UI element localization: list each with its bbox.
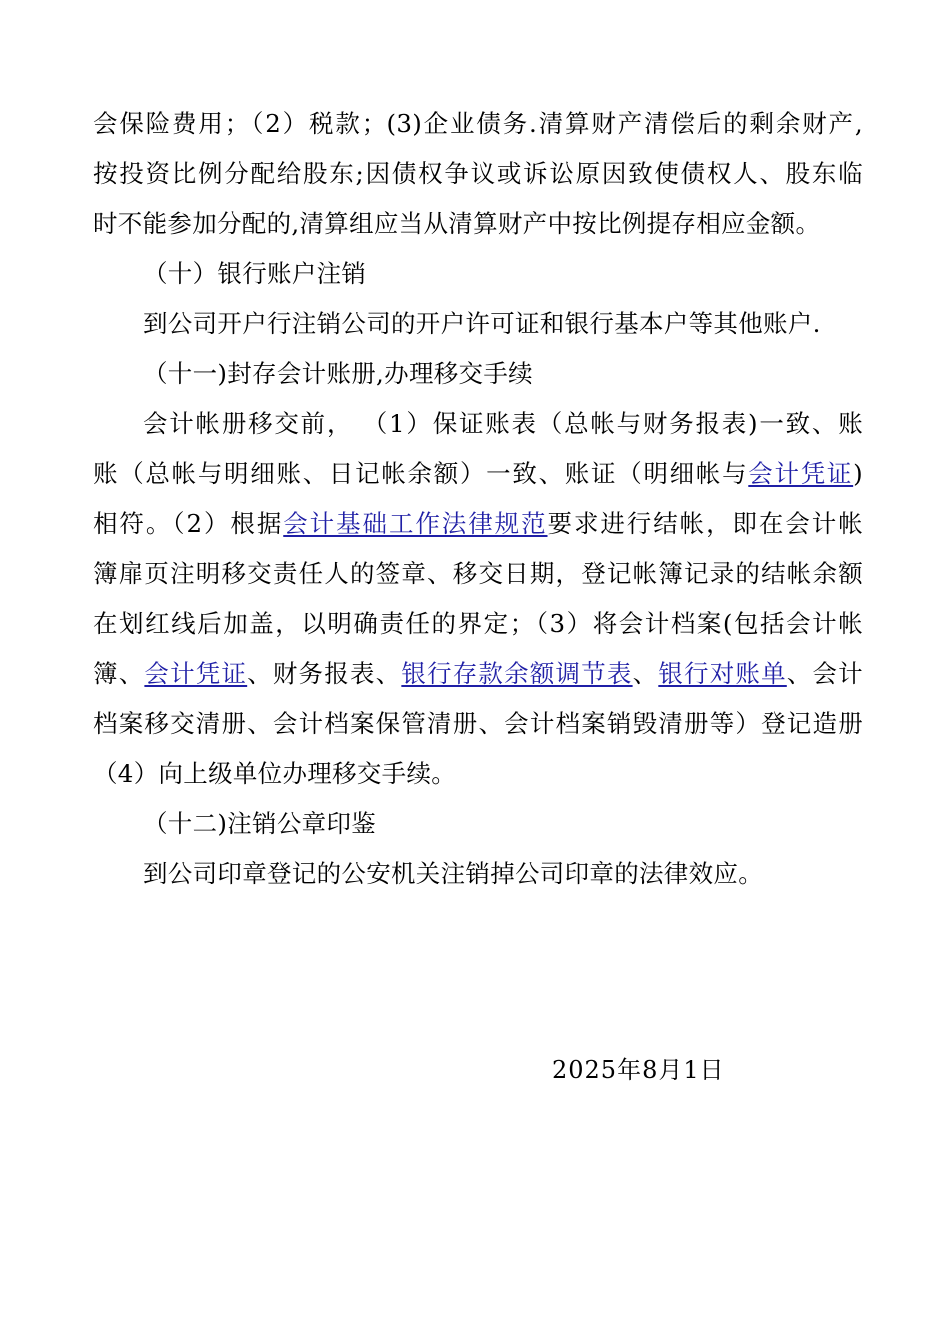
body-line-handover-7: 档案移交清册、会计档案保管清册、会计档案销毁清册等）登记造册 xyxy=(93,709,863,738)
link-bank-reconciliation-statement[interactable]: 银行存款余额调节表 xyxy=(401,659,633,688)
section-heading-bank-account: （十）银行账户注销 xyxy=(143,259,367,288)
text-segment: 簿、 xyxy=(93,659,145,688)
text-segment: 、财务报表、 xyxy=(247,659,402,688)
body-line-3: 时不能参加分配的,清算组应当从清算财产中按比例提存相应金额。 xyxy=(93,209,821,238)
body-line-handover-4: 簿扉页注明移交责任人的签章、移交日期，登记帐簿记录的结帐余额 xyxy=(93,559,863,588)
link-bank-statement[interactable]: 银行对账单 xyxy=(658,659,787,688)
text-segment: 相符。（2）根据 xyxy=(93,509,284,538)
body-line-handover-2 xyxy=(93,457,863,491)
body-line-handover-8: （4）向上级单位办理移交手续。 xyxy=(93,759,457,788)
body-line-handover-1: 会计帐册移交前， （1）保证账表（总帐与财务报表)一致、账 xyxy=(143,409,863,438)
body-line-1: 会保险费用；（2）税款；(3)企业债务.清算财产清偿后的剩余财产, xyxy=(93,109,863,138)
body-line-bank-account: 到公司开户行注销公司的开户许可证和银行基本户等其他账户. xyxy=(143,309,821,338)
text-segment: 、会计 xyxy=(786,659,863,688)
body-line-seal-cancellation: 到公司印章登记的公安机关注销掉公司印章的法律效应。 xyxy=(143,859,763,888)
section-heading-accounting-books: （十一)封存会计账册,办理移交手续 xyxy=(143,359,533,388)
body-line-handover-5: 在划红线后加盖，以明确责任的界定；（3）将会计档案(包括会计帐 xyxy=(93,609,863,638)
text-segment: 账（总帐与明细账、日记帐余额）一致、账证（明细帐与 xyxy=(93,459,749,488)
link-accounting-voucher[interactable]: 会计凭证 xyxy=(144,659,248,688)
body-line-handover-3 xyxy=(93,507,863,541)
text-segment: ) xyxy=(853,459,864,488)
document-date: 2025年8月1日 xyxy=(552,1056,725,1084)
body-line-handover-6 xyxy=(93,657,863,691)
text-segment: 要求进行结帐，即在会计帐 xyxy=(547,509,863,538)
body-line-2: 按投资比例分配给股东;因债权争议或诉讼原因致使债权人、股东临 xyxy=(93,159,863,188)
link-accounting-voucher[interactable]: 会计凭证 xyxy=(748,459,854,488)
section-heading-seal-cancellation: （十二)注销公章印鉴 xyxy=(143,809,377,838)
link-accounting-basic-work-rules[interactable]: 会计基础工作法律规范 xyxy=(283,509,548,538)
text-segment: 、 xyxy=(632,659,659,688)
